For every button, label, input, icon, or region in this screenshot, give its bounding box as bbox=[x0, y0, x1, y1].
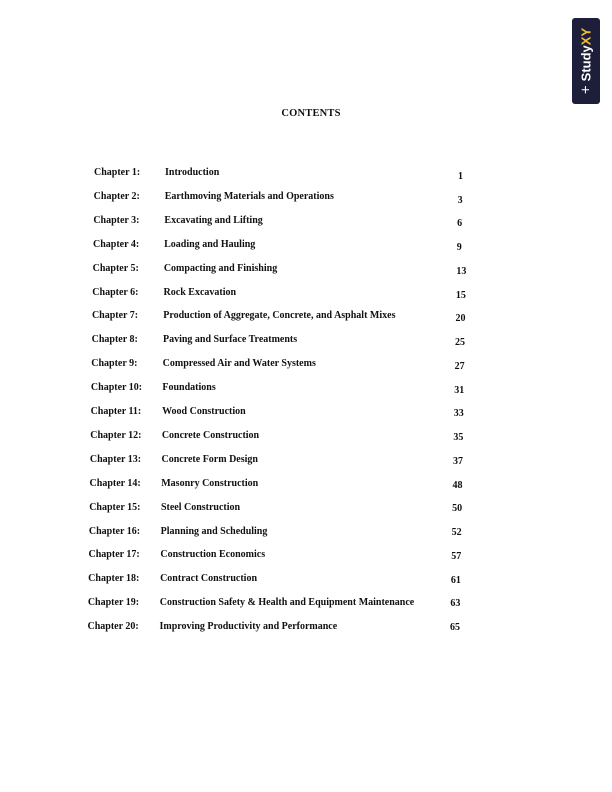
toc-row bbox=[0, 382, 612, 398]
toc-chapter-title: Planning and Scheduling bbox=[160, 525, 268, 537]
toc-row bbox=[0, 310, 612, 326]
toc-row bbox=[0, 191, 612, 207]
toc-chapter-label: Chapter 11: bbox=[90, 406, 142, 417]
toc-chapter-label: Chapter 15: bbox=[89, 501, 141, 513]
toc-chapter-title: Steel Construction bbox=[160, 501, 241, 513]
toc-row bbox=[0, 621, 612, 637]
toc-row bbox=[0, 454, 612, 470]
toc-page-number: 65 bbox=[450, 622, 460, 634]
toc-page-number: 48 bbox=[452, 479, 463, 491]
toc-chapter-title: Excavating and Lifting bbox=[164, 214, 263, 226]
toc-page-number: 25 bbox=[455, 337, 466, 349]
toc-chapter-label: Chapter 19: bbox=[87, 597, 140, 609]
toc-chapter-label: Chapter 20: bbox=[87, 621, 139, 633]
toc-page-number: 27 bbox=[454, 360, 465, 372]
toc-page-number: 52 bbox=[451, 527, 462, 539]
toc-chapter-title: Construction Economics bbox=[160, 549, 266, 561]
toc-row bbox=[0, 358, 612, 374]
toc-page-number: 15 bbox=[455, 289, 466, 301]
toc-chapter-label: Chapter 6: bbox=[92, 286, 139, 298]
toc-chapter-title: Foundations bbox=[162, 382, 216, 394]
toc-chapter-label: Chapter 10: bbox=[90, 382, 143, 394]
brand-name-main: Study bbox=[578, 45, 594, 82]
toc-chapter-label: Chapter 3: bbox=[93, 214, 140, 226]
toc-page-number: 13 bbox=[456, 265, 467, 277]
toc-chapter-title: Concrete Form Design bbox=[161, 453, 258, 465]
toc-chapter-label: Chapter 8: bbox=[91, 334, 138, 346]
toc-chapter-label: Chapter 1: bbox=[94, 167, 141, 178]
studyxy-logo bbox=[579, 28, 594, 94]
toc-chapter-title: Paving and Surface Treatments bbox=[162, 334, 298, 346]
toc-page-number: 33 bbox=[453, 408, 464, 420]
toc-page-number: 3 bbox=[457, 194, 463, 206]
toc-chapter-title: Compressed Air and Water Systems bbox=[162, 358, 316, 370]
toc-page-number: 57 bbox=[451, 550, 462, 562]
toc-chapter-label: Chapter 18: bbox=[88, 573, 140, 585]
toc-row bbox=[0, 263, 612, 279]
toc-chapter-label: Chapter 5: bbox=[92, 262, 139, 274]
toc-row bbox=[0, 287, 612, 303]
toc-row bbox=[0, 167, 612, 183]
toc-page-number: 1 bbox=[458, 171, 463, 182]
toc-chapter-title: Improving Productivity and Performance bbox=[159, 621, 338, 633]
toc-row bbox=[0, 406, 612, 422]
toc-chapter-title: Rock Excavation bbox=[163, 286, 237, 298]
toc-row bbox=[0, 597, 612, 613]
toc-chapter-title: Masonry Construction bbox=[161, 477, 259, 489]
toc-row bbox=[0, 549, 612, 565]
toc-row bbox=[0, 478, 612, 494]
plus-icon: + bbox=[577, 85, 595, 95]
toc-chapter-title: Earthmoving Materials and Operations bbox=[164, 190, 334, 202]
toc-chapter-title: Contract Construction bbox=[160, 573, 258, 585]
toc-page-number: 50 bbox=[452, 503, 463, 515]
toc-page-number: 9 bbox=[456, 242, 462, 254]
toc-chapter-label: Chapter 17: bbox=[88, 549, 140, 561]
toc-page-number: 63 bbox=[450, 598, 461, 610]
toc-row bbox=[0, 430, 612, 446]
toc-chapter-label: Chapter 12: bbox=[90, 429, 142, 441]
toc-row bbox=[0, 239, 612, 255]
toc-row bbox=[0, 502, 612, 518]
toc-chapter-title: Wood Construction bbox=[162, 406, 246, 417]
toc-chapter-label: Chapter 2: bbox=[93, 190, 140, 202]
toc-chapter-label: Chapter 9: bbox=[91, 358, 138, 370]
toc-chapter-label: Chapter 4: bbox=[92, 238, 140, 250]
toc-page-number: 35 bbox=[453, 432, 464, 444]
page-title: CONTENTS bbox=[281, 108, 341, 119]
toc-chapter-label: Chapter 13: bbox=[89, 453, 142, 465]
brand-name-accent: XY bbox=[578, 27, 594, 46]
toc-chapter-title: Concrete Construction bbox=[161, 429, 260, 441]
toc-page-number: 37 bbox=[452, 455, 463, 467]
toc-page-number: 20 bbox=[455, 313, 466, 325]
toc-row bbox=[0, 526, 612, 542]
toc-page-number: 6 bbox=[457, 218, 463, 230]
toc-chapter-title: Loading and Hauling bbox=[164, 238, 256, 250]
toc-chapter-title: Introduction bbox=[165, 167, 220, 178]
toc-chapter-title: Production of Aggregate, Concrete, and Asphalt Mixes bbox=[163, 310, 396, 322]
toc-row bbox=[0, 334, 612, 350]
toc-chapter-label: Chapter 14: bbox=[89, 477, 141, 489]
toc-row bbox=[0, 573, 612, 589]
toc-row bbox=[0, 215, 612, 231]
brand-name bbox=[579, 28, 594, 81]
toc-chapter-title: Compacting and Finishing bbox=[163, 262, 278, 274]
toc-chapter-label: Chapter 16: bbox=[88, 525, 141, 537]
toc-chapter-title: Construction Safety & Health and Equipment Maintenance bbox=[159, 597, 415, 609]
toc-page-number: 61 bbox=[450, 574, 461, 586]
toc-chapter-label: Chapter 7: bbox=[91, 310, 139, 322]
studyxy-badge[interactable] bbox=[572, 18, 600, 104]
toc-page-number: 31 bbox=[454, 384, 465, 396]
